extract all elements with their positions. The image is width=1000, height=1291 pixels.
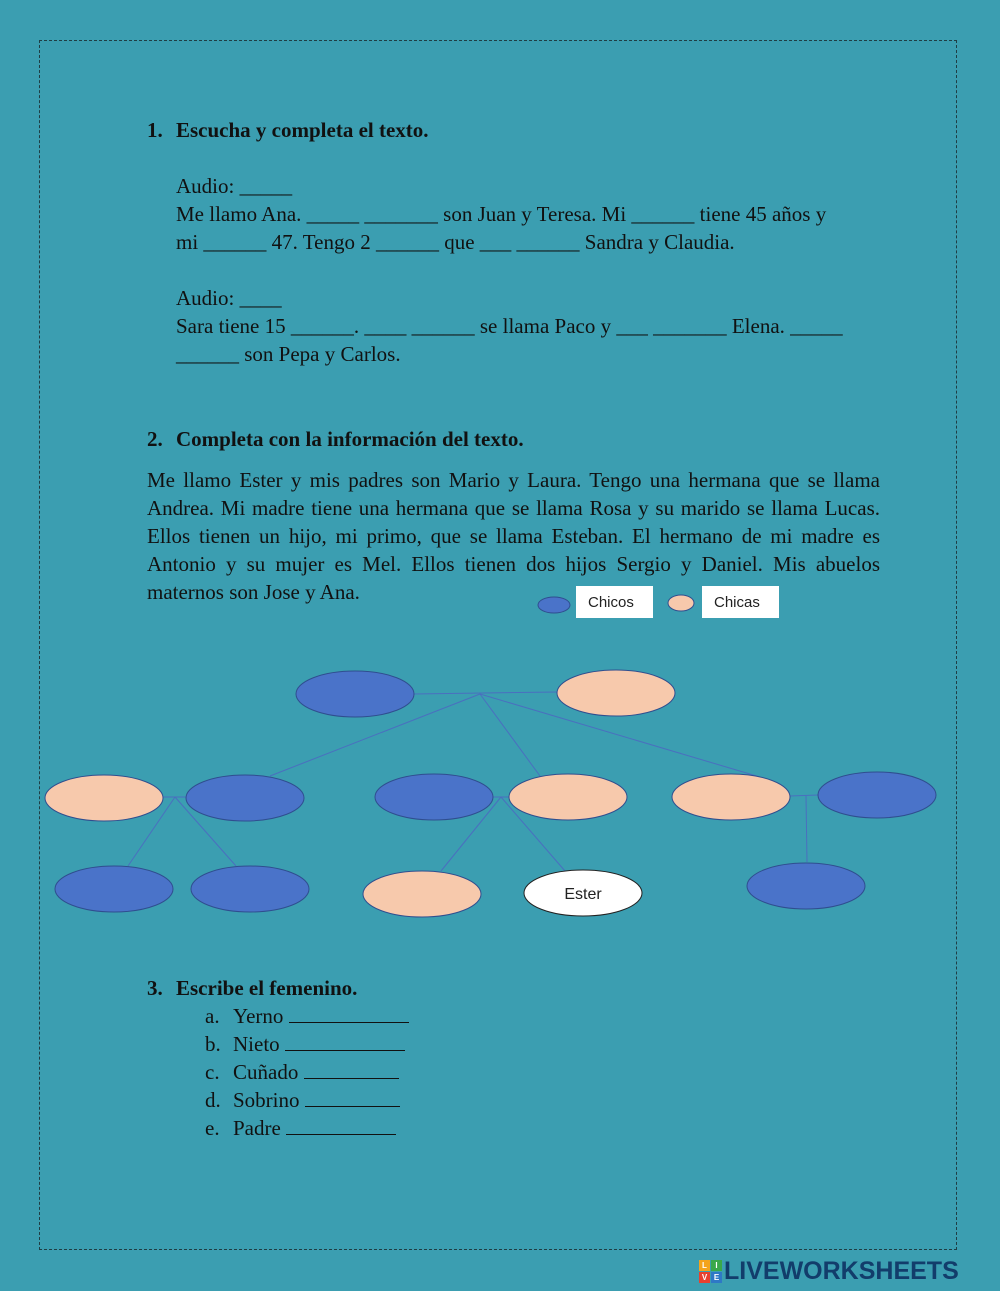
tree-label-ester: Ester: [564, 886, 602, 903]
connector-line: [806, 796, 807, 862]
list-item: [205, 1088, 400, 1113]
item-word: Cuñado: [233, 1060, 299, 1084]
answer-blank[interactable]: [305, 1088, 400, 1107]
tree-node-girl[interactable]: [509, 774, 627, 820]
list-item: [205, 1060, 399, 1085]
section3-heading: Escribe el femenino.: [176, 976, 358, 1000]
item-letter: d.: [205, 1088, 221, 1112]
section3-number: 3.: [147, 976, 163, 1000]
section1-heading: Escucha y completa el texto.: [176, 118, 429, 142]
answer-blank[interactable]: [286, 1116, 396, 1135]
list-item: [205, 1004, 409, 1029]
section1-line: Me llamo Ana. _____ _______ son Juan y Teresa. Mi ______ tiene 45 años y: [176, 202, 827, 226]
item-word: Nieto: [233, 1032, 280, 1056]
tree-node-boy[interactable]: [747, 863, 865, 909]
tree-node-girl[interactable]: [363, 871, 481, 917]
tree-node-boy[interactable]: [818, 772, 936, 818]
section1-line: ______ son Pepa y Carlos.: [176, 342, 401, 366]
item-letter: e.: [205, 1116, 220, 1140]
connector-line: [790, 795, 818, 796]
liveworksheets-logo: [699, 1257, 959, 1285]
item-word: Yerno: [233, 1004, 284, 1028]
section1-line: Sara tiene 15 ______. ____ ______ se llama Paco y ___ _______ Elena. _____: [176, 314, 843, 338]
item-word: Padre: [233, 1116, 281, 1140]
tree-node-boy[interactable]: [55, 866, 173, 912]
section2-heading: Completa con la información del texto.: [176, 427, 524, 451]
tree-node-girl[interactable]: [672, 774, 790, 820]
connector-line: [414, 692, 557, 694]
legend-boys-label: Chicos: [576, 586, 653, 618]
section1-line: mi ______ 47. Tengo 2 ______ que ___ ______ Sandra y Claudia.: [176, 230, 735, 254]
section2-number: 2.: [147, 427, 163, 451]
item-word: Sobrino: [233, 1088, 300, 1112]
section1-line: Audio: _____: [176, 174, 293, 198]
tree-node-girl[interactable]: [557, 670, 675, 716]
logo-mark-icon: L I V E: [699, 1260, 722, 1283]
legend-girls-label: Chicas: [702, 586, 779, 618]
item-letter: c.: [205, 1060, 220, 1084]
list-item: [205, 1116, 396, 1141]
item-letter: a.: [205, 1004, 220, 1028]
section1-line: Audio: ____: [176, 286, 282, 310]
logo-text: LIVEWORKSHEETS: [724, 1256, 959, 1285]
answer-blank[interactable]: [289, 1004, 409, 1023]
tree-node-boy[interactable]: [375, 774, 493, 820]
legend-boy-swatch: [538, 597, 570, 613]
section1-number: 1.: [147, 118, 163, 142]
item-letter: b.: [205, 1032, 221, 1056]
legend-girl-swatch: [668, 595, 694, 611]
tree-node-boy[interactable]: [186, 775, 304, 821]
list-item: [205, 1032, 405, 1057]
connector-line: [480, 694, 540, 776]
tree-node-boy[interactable]: [296, 671, 414, 717]
answer-blank[interactable]: [304, 1060, 399, 1079]
tree-node-boy[interactable]: [191, 866, 309, 912]
answer-blank[interactable]: [285, 1032, 405, 1051]
section2-paragraph: Me llamo Ester y mis padres son Mario y Laura. Tengo una hermana que se llama Andrea. Mi madre tiene una hermana que se llama Rosa y su marido se llama Lucas. Ellos tienen un hijo, mi primo, que se llama Esteban. El hermano de mi madre es Antonio y su mujer es Mel. Ellos tienen dos hijos Sergio y Daniel. Mis abuelos maternos son Jose y Ana.: [147, 468, 880, 604]
tree-node-girl[interactable]: [45, 775, 163, 821]
